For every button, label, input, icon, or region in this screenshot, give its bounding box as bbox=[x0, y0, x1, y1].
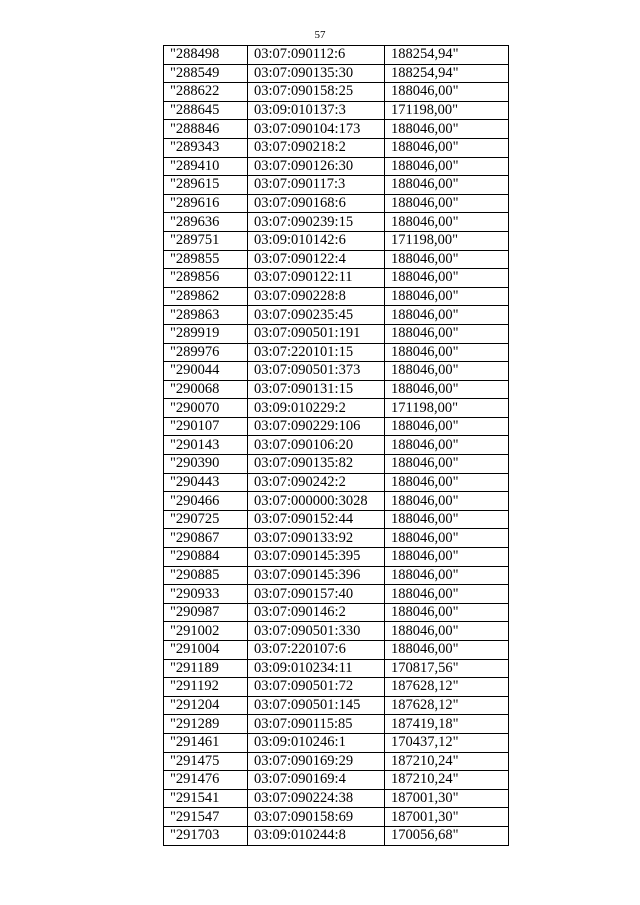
record-id-cell: "290070 bbox=[164, 399, 248, 418]
table-row bbox=[164, 101, 509, 120]
table-row bbox=[164, 455, 509, 474]
record-id-cell: "291461 bbox=[164, 733, 248, 752]
cadastral-number-cell: 03:07:090145:395 bbox=[248, 548, 385, 567]
table-row bbox=[164, 380, 509, 399]
amount-cell: 187628,12" bbox=[385, 696, 509, 715]
table-row bbox=[164, 287, 509, 306]
cadastral-number-cell: 03:07:090135:30 bbox=[248, 64, 385, 83]
record-id-cell: "289862 bbox=[164, 287, 248, 306]
cadastral-number-cell: 03:07:090158:25 bbox=[248, 83, 385, 102]
table-body bbox=[164, 46, 509, 846]
record-id-cell: "290107 bbox=[164, 417, 248, 436]
record-id-cell: "290443 bbox=[164, 473, 248, 492]
table-row bbox=[164, 343, 509, 362]
table-row bbox=[164, 752, 509, 771]
record-id-cell: "289856 bbox=[164, 269, 248, 288]
cadastral-number-cell: 03:07:090146:2 bbox=[248, 603, 385, 622]
table-row bbox=[164, 138, 509, 157]
table-row bbox=[164, 715, 509, 734]
amount-cell: 171198,00" bbox=[385, 101, 509, 120]
amount-cell: 188046,00" bbox=[385, 306, 509, 325]
record-id-cell: "291189 bbox=[164, 659, 248, 678]
amount-cell: 187001,30" bbox=[385, 808, 509, 827]
record-id-cell: "291204 bbox=[164, 696, 248, 715]
amount-cell: 188046,00" bbox=[385, 603, 509, 622]
table-row bbox=[164, 157, 509, 176]
cadastral-number-cell: 03:07:090145:396 bbox=[248, 566, 385, 585]
amount-cell: 188046,00" bbox=[385, 287, 509, 306]
table-row bbox=[164, 826, 509, 845]
amount-cell: 188046,00" bbox=[385, 622, 509, 641]
cadastral-number-cell: 03:09:010246:1 bbox=[248, 733, 385, 752]
record-id-cell: "290884 bbox=[164, 548, 248, 567]
amount-cell: 188046,00" bbox=[385, 343, 509, 362]
record-id-cell: "290867 bbox=[164, 529, 248, 548]
amount-cell: 188046,00" bbox=[385, 529, 509, 548]
table-row bbox=[164, 641, 509, 660]
record-id-cell: "289343 bbox=[164, 138, 248, 157]
table-row bbox=[164, 362, 509, 381]
table-row bbox=[164, 250, 509, 269]
record-id-cell: "291476 bbox=[164, 771, 248, 790]
record-id-cell: "289855 bbox=[164, 250, 248, 269]
cadastral-number-cell: 03:07:090122:11 bbox=[248, 269, 385, 288]
cadastral-number-cell: 03:07:090112:6 bbox=[248, 46, 385, 65]
amount-cell: 188254,94" bbox=[385, 46, 509, 65]
table-row bbox=[164, 585, 509, 604]
record-id-cell: "291547 bbox=[164, 808, 248, 827]
table-row bbox=[164, 64, 509, 83]
amount-cell: 187001,30" bbox=[385, 789, 509, 808]
amount-cell: 188046,00" bbox=[385, 324, 509, 343]
amount-cell: 188046,00" bbox=[385, 380, 509, 399]
amount-cell: 188046,00" bbox=[385, 455, 509, 474]
cadastral-number-cell: 03:07:090242:2 bbox=[248, 473, 385, 492]
cadastral-number-cell: 03:07:090135:82 bbox=[248, 455, 385, 474]
cadastral-number-cell: 03:07:090501:373 bbox=[248, 362, 385, 381]
amount-cell: 188046,00" bbox=[385, 157, 509, 176]
amount-cell: 188046,00" bbox=[385, 436, 509, 455]
record-id-cell: "290044 bbox=[164, 362, 248, 381]
amount-cell: 188046,00" bbox=[385, 417, 509, 436]
table-row bbox=[164, 83, 509, 102]
amount-cell: 188046,00" bbox=[385, 585, 509, 604]
amount-cell: 170437,12" bbox=[385, 733, 509, 752]
cadastral-number-cell: 03:07:090152:44 bbox=[248, 510, 385, 529]
cadastral-number-cell: 03:07:090218:2 bbox=[248, 138, 385, 157]
record-id-cell: "290987 bbox=[164, 603, 248, 622]
table-row bbox=[164, 492, 509, 511]
amount-cell: 170817,56" bbox=[385, 659, 509, 678]
record-id-cell: "291703 bbox=[164, 826, 248, 845]
table-row bbox=[164, 306, 509, 325]
record-id-cell: "288645 bbox=[164, 101, 248, 120]
cadastral-number-cell: 03:07:090157:40 bbox=[248, 585, 385, 604]
table-row bbox=[164, 510, 509, 529]
amount-cell: 188046,00" bbox=[385, 566, 509, 585]
amount-cell: 188046,00" bbox=[385, 213, 509, 232]
record-id-cell: "289410 bbox=[164, 157, 248, 176]
amount-cell: 188254,94" bbox=[385, 64, 509, 83]
record-id-cell: "289919 bbox=[164, 324, 248, 343]
cadastral-number-cell: 03:07:090168:6 bbox=[248, 194, 385, 213]
record-id-cell: "290143 bbox=[164, 436, 248, 455]
amount-cell: 188046,00" bbox=[385, 176, 509, 195]
record-id-cell: "291192 bbox=[164, 678, 248, 697]
amount-cell: 188046,00" bbox=[385, 641, 509, 660]
cadastral-number-cell: 03:07:090169:4 bbox=[248, 771, 385, 790]
page-number: 57 bbox=[314, 29, 326, 41]
data-table bbox=[163, 45, 509, 846]
cadastral-number-cell: 03:07:090224:38 bbox=[248, 789, 385, 808]
table-row bbox=[164, 566, 509, 585]
table-row bbox=[164, 120, 509, 139]
record-id-cell: "289976 bbox=[164, 343, 248, 362]
record-id-cell: "291004 bbox=[164, 641, 248, 660]
record-id-cell: "291541 bbox=[164, 789, 248, 808]
record-id-cell: "290466 bbox=[164, 492, 248, 511]
cadastral-number-cell: 03:07:090115:85 bbox=[248, 715, 385, 734]
amount-cell: 188046,00" bbox=[385, 492, 509, 511]
table-row bbox=[164, 269, 509, 288]
record-id-cell: "289863 bbox=[164, 306, 248, 325]
amount-cell: 188046,00" bbox=[385, 138, 509, 157]
table-row bbox=[164, 529, 509, 548]
cadastral-number-cell: 03:07:220101:15 bbox=[248, 343, 385, 362]
table-row bbox=[164, 696, 509, 715]
table-row bbox=[164, 678, 509, 697]
record-id-cell: "288846 bbox=[164, 120, 248, 139]
table-row bbox=[164, 808, 509, 827]
cadastral-number-cell: 03:07:090235:45 bbox=[248, 306, 385, 325]
cadastral-number-cell: 03:07:090126:30 bbox=[248, 157, 385, 176]
cadastral-number-cell: 03:07:090106:20 bbox=[248, 436, 385, 455]
cadastral-number-cell: 03:07:090131:15 bbox=[248, 380, 385, 399]
cadastral-number-cell: 03:07:090104:173 bbox=[248, 120, 385, 139]
amount-cell: 188046,00" bbox=[385, 362, 509, 381]
amount-cell: 188046,00" bbox=[385, 250, 509, 269]
cadastral-number-cell: 03:07:090501:145 bbox=[248, 696, 385, 715]
amount-cell: 188046,00" bbox=[385, 120, 509, 139]
amount-cell: 187210,24" bbox=[385, 752, 509, 771]
cadastral-number-cell: 03:07:090228:8 bbox=[248, 287, 385, 306]
table-row bbox=[164, 733, 509, 752]
table-row bbox=[164, 324, 509, 343]
record-id-cell: "289751 bbox=[164, 231, 248, 250]
cadastral-number-cell: 03:09:010229:2 bbox=[248, 399, 385, 418]
table-row bbox=[164, 399, 509, 418]
amount-cell: 188046,00" bbox=[385, 269, 509, 288]
record-id-cell: "290068 bbox=[164, 380, 248, 399]
record-id-cell: "291289 bbox=[164, 715, 248, 734]
table-row bbox=[164, 231, 509, 250]
cadastral-number-cell: 03:07:090229:106 bbox=[248, 417, 385, 436]
record-id-cell: "290390 bbox=[164, 455, 248, 474]
amount-cell: 170056,68" bbox=[385, 826, 509, 845]
amount-cell: 188046,00" bbox=[385, 194, 509, 213]
record-id-cell: "290933 bbox=[164, 585, 248, 604]
record-id-cell: "291475 bbox=[164, 752, 248, 771]
record-id-cell: "291002 bbox=[164, 622, 248, 641]
amount-cell: 187210,24" bbox=[385, 771, 509, 790]
amount-cell: 187419,18" bbox=[385, 715, 509, 734]
cadastral-number-cell: 03:07:090501:330 bbox=[248, 622, 385, 641]
cadastral-number-cell: 03:07:090133:92 bbox=[248, 529, 385, 548]
record-id-cell: "288498 bbox=[164, 46, 248, 65]
table-row bbox=[164, 622, 509, 641]
cadastral-number-cell: 03:07:090501:72 bbox=[248, 678, 385, 697]
table-row bbox=[164, 659, 509, 678]
cadastral-number-cell: 03:07:090501:191 bbox=[248, 324, 385, 343]
amount-cell: 188046,00" bbox=[385, 510, 509, 529]
table-row bbox=[164, 548, 509, 567]
record-id-cell: "289636 bbox=[164, 213, 248, 232]
cadastral-number-cell: 03:07:090158:69 bbox=[248, 808, 385, 827]
table-row bbox=[164, 194, 509, 213]
cadastral-number-cell: 03:07:000000:3028 bbox=[248, 492, 385, 511]
amount-cell: 188046,00" bbox=[385, 473, 509, 492]
cadastral-number-cell: 03:07:090239:15 bbox=[248, 213, 385, 232]
record-id-cell: "290725 bbox=[164, 510, 248, 529]
amount-cell: 187628,12" bbox=[385, 678, 509, 697]
record-id-cell: "289616 bbox=[164, 194, 248, 213]
record-id-cell: "288549 bbox=[164, 64, 248, 83]
table-row bbox=[164, 213, 509, 232]
table-row bbox=[164, 176, 509, 195]
table-row bbox=[164, 771, 509, 790]
table-row bbox=[164, 473, 509, 492]
cadastral-number-cell: 03:09:010137:3 bbox=[248, 101, 385, 120]
table-row bbox=[164, 603, 509, 622]
cadastral-number-cell: 03:09:010234:11 bbox=[248, 659, 385, 678]
cadastral-number-cell: 03:07:090122:4 bbox=[248, 250, 385, 269]
cadastral-number-cell: 03:09:010142:6 bbox=[248, 231, 385, 250]
table-row bbox=[164, 789, 509, 808]
cadastral-number-cell: 03:07:090117:3 bbox=[248, 176, 385, 195]
cadastral-number-cell: 03:07:220107:6 bbox=[248, 641, 385, 660]
record-id-cell: "290885 bbox=[164, 566, 248, 585]
amount-cell: 188046,00" bbox=[385, 548, 509, 567]
table-row bbox=[164, 46, 509, 65]
record-id-cell: "288622 bbox=[164, 83, 248, 102]
cadastral-number-cell: 03:09:010244:8 bbox=[248, 826, 385, 845]
table-row bbox=[164, 417, 509, 436]
amount-cell: 171198,00" bbox=[385, 399, 509, 418]
amount-cell: 188046,00" bbox=[385, 83, 509, 102]
cadastral-number-cell: 03:07:090169:29 bbox=[248, 752, 385, 771]
record-id-cell: "289615 bbox=[164, 176, 248, 195]
table-row bbox=[164, 436, 509, 455]
amount-cell: 171198,00" bbox=[385, 231, 509, 250]
